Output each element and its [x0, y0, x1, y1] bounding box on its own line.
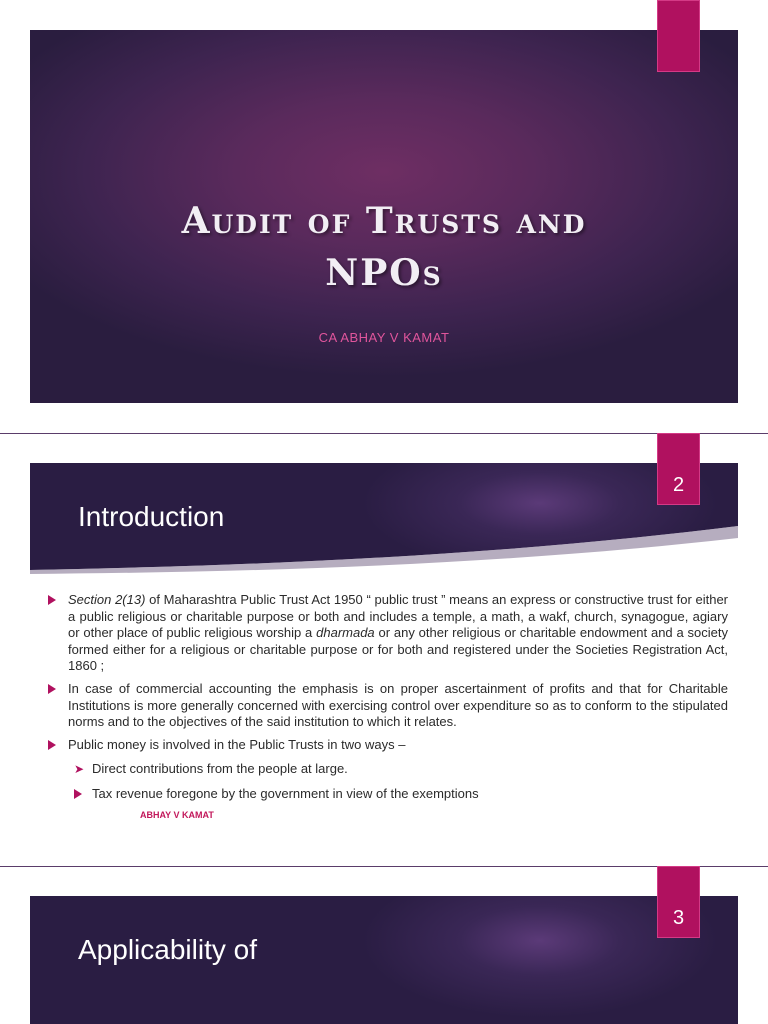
bullet-text: Public money is involved in the Public Trusts in two ways – — [68, 736, 406, 752]
sub-bullet-triangle-icon — [74, 789, 82, 799]
section-reference: Section 2(13) — [68, 592, 146, 607]
slide2-number-tab — [657, 433, 700, 505]
slide-number: 2 — [672, 474, 685, 496]
sub-bullet-arrow-icon: ➤ — [74, 762, 85, 777]
sub-bullet-text: Tax revenue foregone by the government in view of the exemptions — [92, 785, 479, 801]
slide-title: Introduction — [78, 501, 225, 532]
slide-number: 3 — [672, 907, 685, 929]
slide-separator — [0, 866, 768, 867]
bullet-definition — [48, 592, 728, 675]
bullet-commercial-accounting — [48, 681, 728, 731]
bullet-text: In case of commercial accounting the emphasis is on proper ascertainment of profits and that for Charitable Institutions is more generally concerned with exercising control over expenditure so as to conform to the stipulated norms and to the objectives of the said institution to which it relates. — [68, 680, 728, 730]
definition-tail: or any other religious or charitable endowment and a society formed either for a religious or charitable purpose or for both and registered under the Societies Registration Act, 1860 ; — [68, 625, 728, 674]
slide1-accent-tab — [657, 0, 700, 72]
slide3-number-tab — [657, 866, 700, 938]
bullet-triangle-icon — [48, 740, 56, 750]
presentation-author: CA ABHAY V KAMAT — [318, 330, 450, 345]
slide2-header-band — [30, 463, 738, 578]
title-slide — [30, 30, 738, 403]
title-line-2: NPOs — [325, 252, 443, 294]
dharmada-term: dharmada — [316, 625, 375, 641]
title-line-1: Audit of Trusts and — [181, 200, 587, 242]
slide-separator — [0, 433, 768, 434]
sub-bullet-tax-revenue — [48, 786, 728, 803]
bullet-public-money — [48, 737, 728, 754]
slide-footer-author: ABHAY V KAMAT — [140, 810, 214, 820]
slide-title: Applicability of — [78, 934, 257, 965]
bullet-triangle-icon — [48, 684, 56, 694]
definition-text: of Maharashtra Public Trust Act 1950 “ public trust ” means an express or constructive trust for either a public religious or charitable purpose or both and includes a temple, a math, a wakf, church, synagogue, agiary or other place of public religious worship a — [68, 592, 728, 641]
sub-bullet-text: Direct contributions from the people at large. — [92, 761, 348, 777]
bullet-triangle-icon — [48, 595, 56, 605]
sub-bullet-direct-contributions — [48, 761, 728, 778]
slide2-body — [48, 592, 728, 803]
slide3-header-band — [30, 896, 738, 1024]
